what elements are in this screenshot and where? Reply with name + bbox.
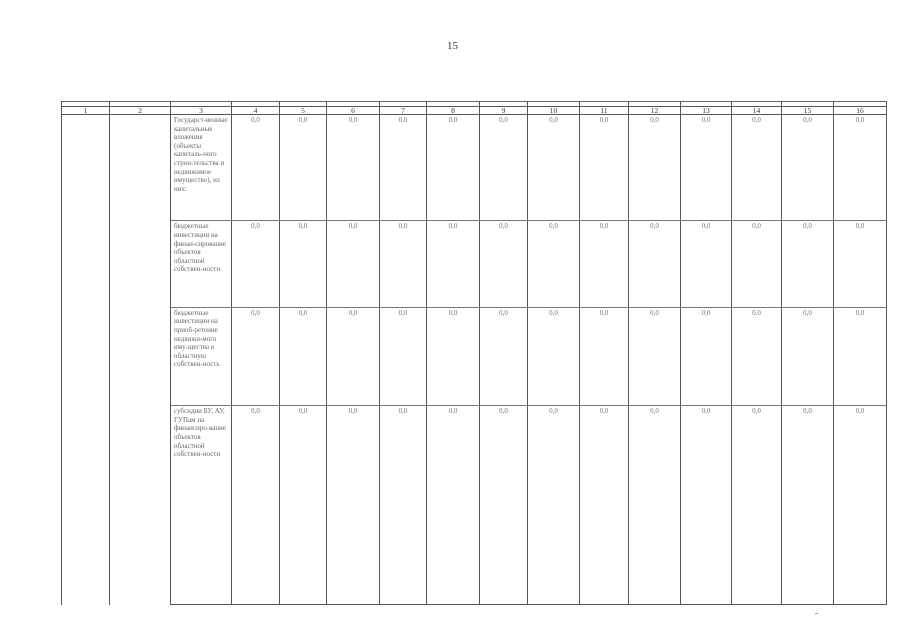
column-header: 3 xyxy=(171,107,232,115)
page-number: 15 xyxy=(447,40,458,52)
value-cell: 0,0 xyxy=(380,115,427,221)
value-cell: 0,0 xyxy=(834,221,887,307)
value-cell: 0,0 xyxy=(732,406,782,605)
column-header: 6 xyxy=(327,107,380,115)
row-label: бюджетные инвестиции на приоб-ретение недвижи-мого иму-щества в областную собствен-ность xyxy=(171,307,232,405)
value-cell: 0,0 xyxy=(834,406,887,605)
column-header: 1 xyxy=(62,107,110,115)
value-cell: 0,0 xyxy=(480,307,528,405)
value-cell: 0,0 xyxy=(327,115,380,221)
value-cell: 0,0 xyxy=(280,221,327,307)
value-cell: 0,0 xyxy=(280,406,327,605)
column-2-cell xyxy=(110,115,171,605)
value-cell: 0,0 xyxy=(782,307,834,405)
value-cell: 0,0 xyxy=(528,307,580,405)
value-cell: 0,0 xyxy=(580,406,629,605)
value-cell: 0,0 xyxy=(427,221,480,307)
column-header: 7 xyxy=(380,107,427,115)
value-cell: 0,0 xyxy=(732,115,782,221)
row-label: Государст-венные капитальные вложения (объекты капиталь-ного строи-тельства и недвижимое имущество), из них: xyxy=(171,115,232,221)
value-cell: 0,0 xyxy=(834,115,887,221)
value-cell: 0,0 xyxy=(629,406,681,605)
value-cell: 0,0 xyxy=(782,406,834,605)
value-cell: 0,0 xyxy=(681,221,732,307)
column-1-cell xyxy=(62,115,110,605)
column-header: 16 xyxy=(834,107,887,115)
column-number-row xyxy=(62,107,887,115)
table-row xyxy=(62,307,887,405)
value-cell: 0,0 xyxy=(580,307,629,405)
value-cell: 0,0 xyxy=(732,307,782,405)
row-label: бюджетные инвестиции на финан-сирование объектов областной собствен-ности xyxy=(171,221,232,307)
column-header: 12 xyxy=(629,107,681,115)
value-cell: 0,0 xyxy=(782,115,834,221)
value-cell: 0,0 xyxy=(327,221,380,307)
value-cell: 0,0 xyxy=(580,115,629,221)
column-header: 5 xyxy=(280,107,327,115)
table-row xyxy=(62,406,887,605)
table-row xyxy=(62,221,887,307)
value-cell: 0,0 xyxy=(782,221,834,307)
column-header: 4 xyxy=(232,107,280,115)
value-cell: 0,0 xyxy=(327,406,380,605)
value-cell: 0,0 xyxy=(528,406,580,605)
column-header: 9 xyxy=(480,107,528,115)
value-cell: 0,0 xyxy=(232,307,280,405)
value-cell: 0,0 xyxy=(629,307,681,405)
value-cell: 0,0 xyxy=(280,115,327,221)
table-row xyxy=(62,115,887,221)
value-cell: 0,0 xyxy=(480,406,528,605)
value-cell: 0,0 xyxy=(580,221,629,307)
value-cell: 0,0 xyxy=(232,406,280,605)
value-cell: 0,0 xyxy=(427,406,480,605)
value-cell: 0,0 xyxy=(732,221,782,307)
column-header: 10 xyxy=(528,107,580,115)
value-cell: 0,0 xyxy=(232,115,280,221)
row-label: субсидии БУ, АУ, ГУПам на финансиро-вание объектов областной собствен-ности xyxy=(171,406,232,605)
value-cell: 0,0 xyxy=(681,307,732,405)
column-header: 15 xyxy=(782,107,834,115)
value-cell: 0,0 xyxy=(528,221,580,307)
value-cell: 0,0 xyxy=(327,307,380,405)
value-cell: 0,0 xyxy=(427,115,480,221)
column-header: 2 xyxy=(110,107,171,115)
value-cell: 0,0 xyxy=(681,115,732,221)
value-cell: 0,0 xyxy=(528,115,580,221)
column-header: 14 xyxy=(732,107,782,115)
column-header: 13 xyxy=(681,107,732,115)
value-cell: 0,0 xyxy=(380,406,427,605)
column-header: 11 xyxy=(580,107,629,115)
scan-speck xyxy=(815,613,818,614)
value-cell: 0,0 xyxy=(380,221,427,307)
value-cell: 0,0 xyxy=(232,221,280,307)
value-cell: 0,0 xyxy=(380,307,427,405)
value-cell: 0,0 xyxy=(280,307,327,405)
value-cell: 0,0 xyxy=(681,406,732,605)
value-cell: 0,0 xyxy=(629,115,681,221)
budget-table xyxy=(61,101,887,605)
column-header: 8 xyxy=(427,107,480,115)
value-cell: 0,0 xyxy=(480,221,528,307)
value-cell: 0,0 xyxy=(629,221,681,307)
value-cell: 0,0 xyxy=(834,307,887,405)
value-cell: 0,0 xyxy=(427,307,480,405)
value-cell: 0,0 xyxy=(480,115,528,221)
